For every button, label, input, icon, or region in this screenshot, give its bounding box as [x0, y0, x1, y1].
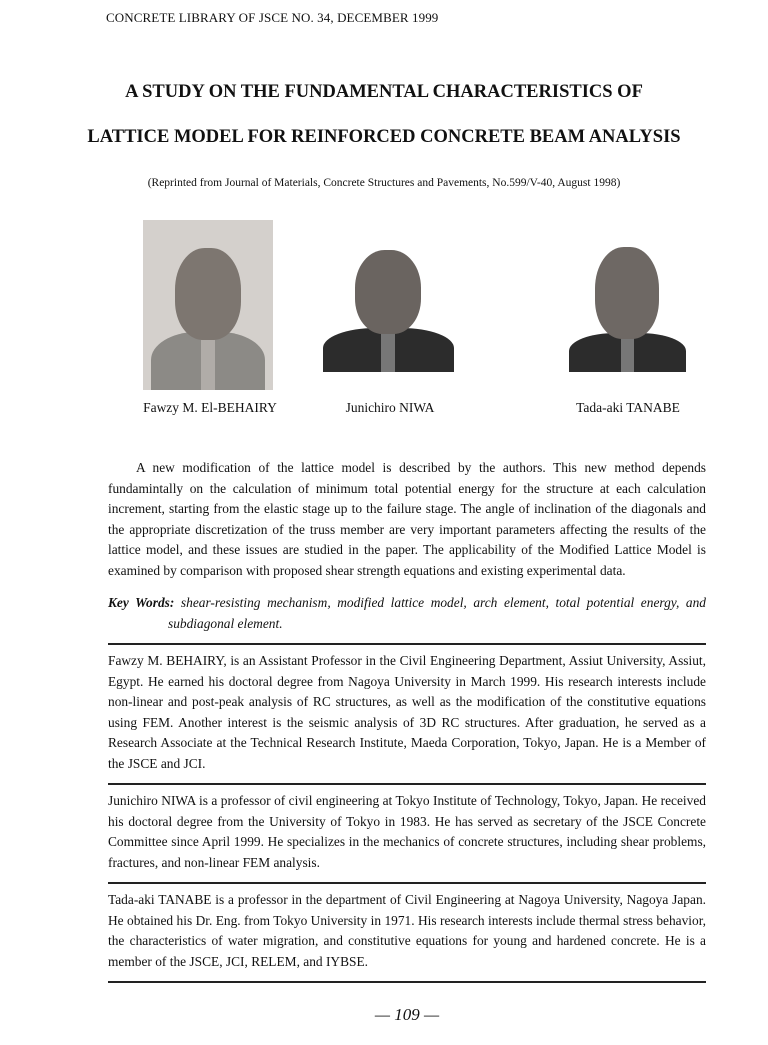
abstract: A new modification of the lattice model is described by the authors. This new method depends fundamintally on the calculation of minimum total potential energy for the structure at each calculation increment, starting from the elastic stage up to the failure stage. The angle of inclination of the diagonals and the appropriate discretization of the truss member are very important parameters affecting the results of the lattice model, and these issues are studied in the paper. The applicability of the Modified Lattice Model is examined by comparison with proposed shear strength equations and existing experimental data.: [108, 460, 706, 578]
journal-header: CONCRETE LIBRARY OF JSCE NO. 34, DECEMBER 1999: [106, 10, 439, 25]
keywords-label: Key Words:: [108, 595, 175, 610]
keywords: [108, 593, 706, 634]
paper-title-line-1: A STUDY ON THE FUNDAMENTAL CHARACTERISTICS OF: [125, 82, 643, 102]
bio-niwa: Junichiro NIWA is a professor of civil engineering at Tokyo Institute of Technology, Tokyo, Japan. He received his doctoral degree from the University of Tokyo in 1983. He has served as secretary of the JSCE Concrete Committee since April 1999. He specializes in the mechanics of concrete structures, including shear problems, fractures, and non-linear FEM analysis.: [108, 793, 706, 870]
bio-tanabe: Tada-aki TANABE is a professor in the department of Civil Engineering at Nagoya University, Nagoya Japan. He obtained his Dr. Eng. from Tokyo University in 1971. His research interests include thermal stress behavior, the characteristics of water migration, and constitutive equations for young and hardened concrete. He is a member of the JSCE, JCI, RELEM, and IYBSE.: [108, 892, 706, 969]
bio-behairy: Fawzy M. BEHAIRY, is an Assistant Professor in the Civil Engineering Department, Assiut University, Assiut, Egypt. He earned his doctoral degree from Nagoya University in March 1999. His research interests include non-linear and post-peak analysis of RC structures, as well as the modification of the constitutive equations using FEM. Another interest is the seismic analysis of 3D RC structures. After graduation, he served as a Research Associate at the Technical Research Institute, Maeda Corporation, Tokyo, Japan. He is a Member of the JSCE and JCI.: [108, 653, 706, 771]
divider: [108, 981, 706, 983]
divider: [108, 783, 706, 785]
author-name-niwa: Junichiro NIWA: [345, 400, 435, 415]
reprint-note: (Reprinted from Journal of Materials, Concrete Structures and Pavements, No.599/V-40, August 1998): [147, 177, 621, 189]
keywords-text: shear-resisting mechanism, modified lattice model, arch element, total potential energy, and subdiagonal element.: [168, 595, 706, 631]
author-photo-tanabe: [565, 245, 690, 372]
paper-title-line-2: LATTICE MODEL FOR REINFORCED CONCRETE BEAM ANALYSIS: [87, 127, 681, 147]
author-name-el-behairy: Fawzy M. El-BEHAIRY: [143, 400, 277, 415]
text-column: [108, 458, 706, 1045]
author-photo-niwa: [315, 240, 462, 372]
page-number: — 109 —: [374, 1005, 440, 1024]
author-photo-el-behairy: [143, 220, 273, 390]
divider: [108, 643, 706, 645]
divider: [108, 882, 706, 884]
author-name-tanabe: Tada-aki TANABE: [576, 400, 680, 415]
